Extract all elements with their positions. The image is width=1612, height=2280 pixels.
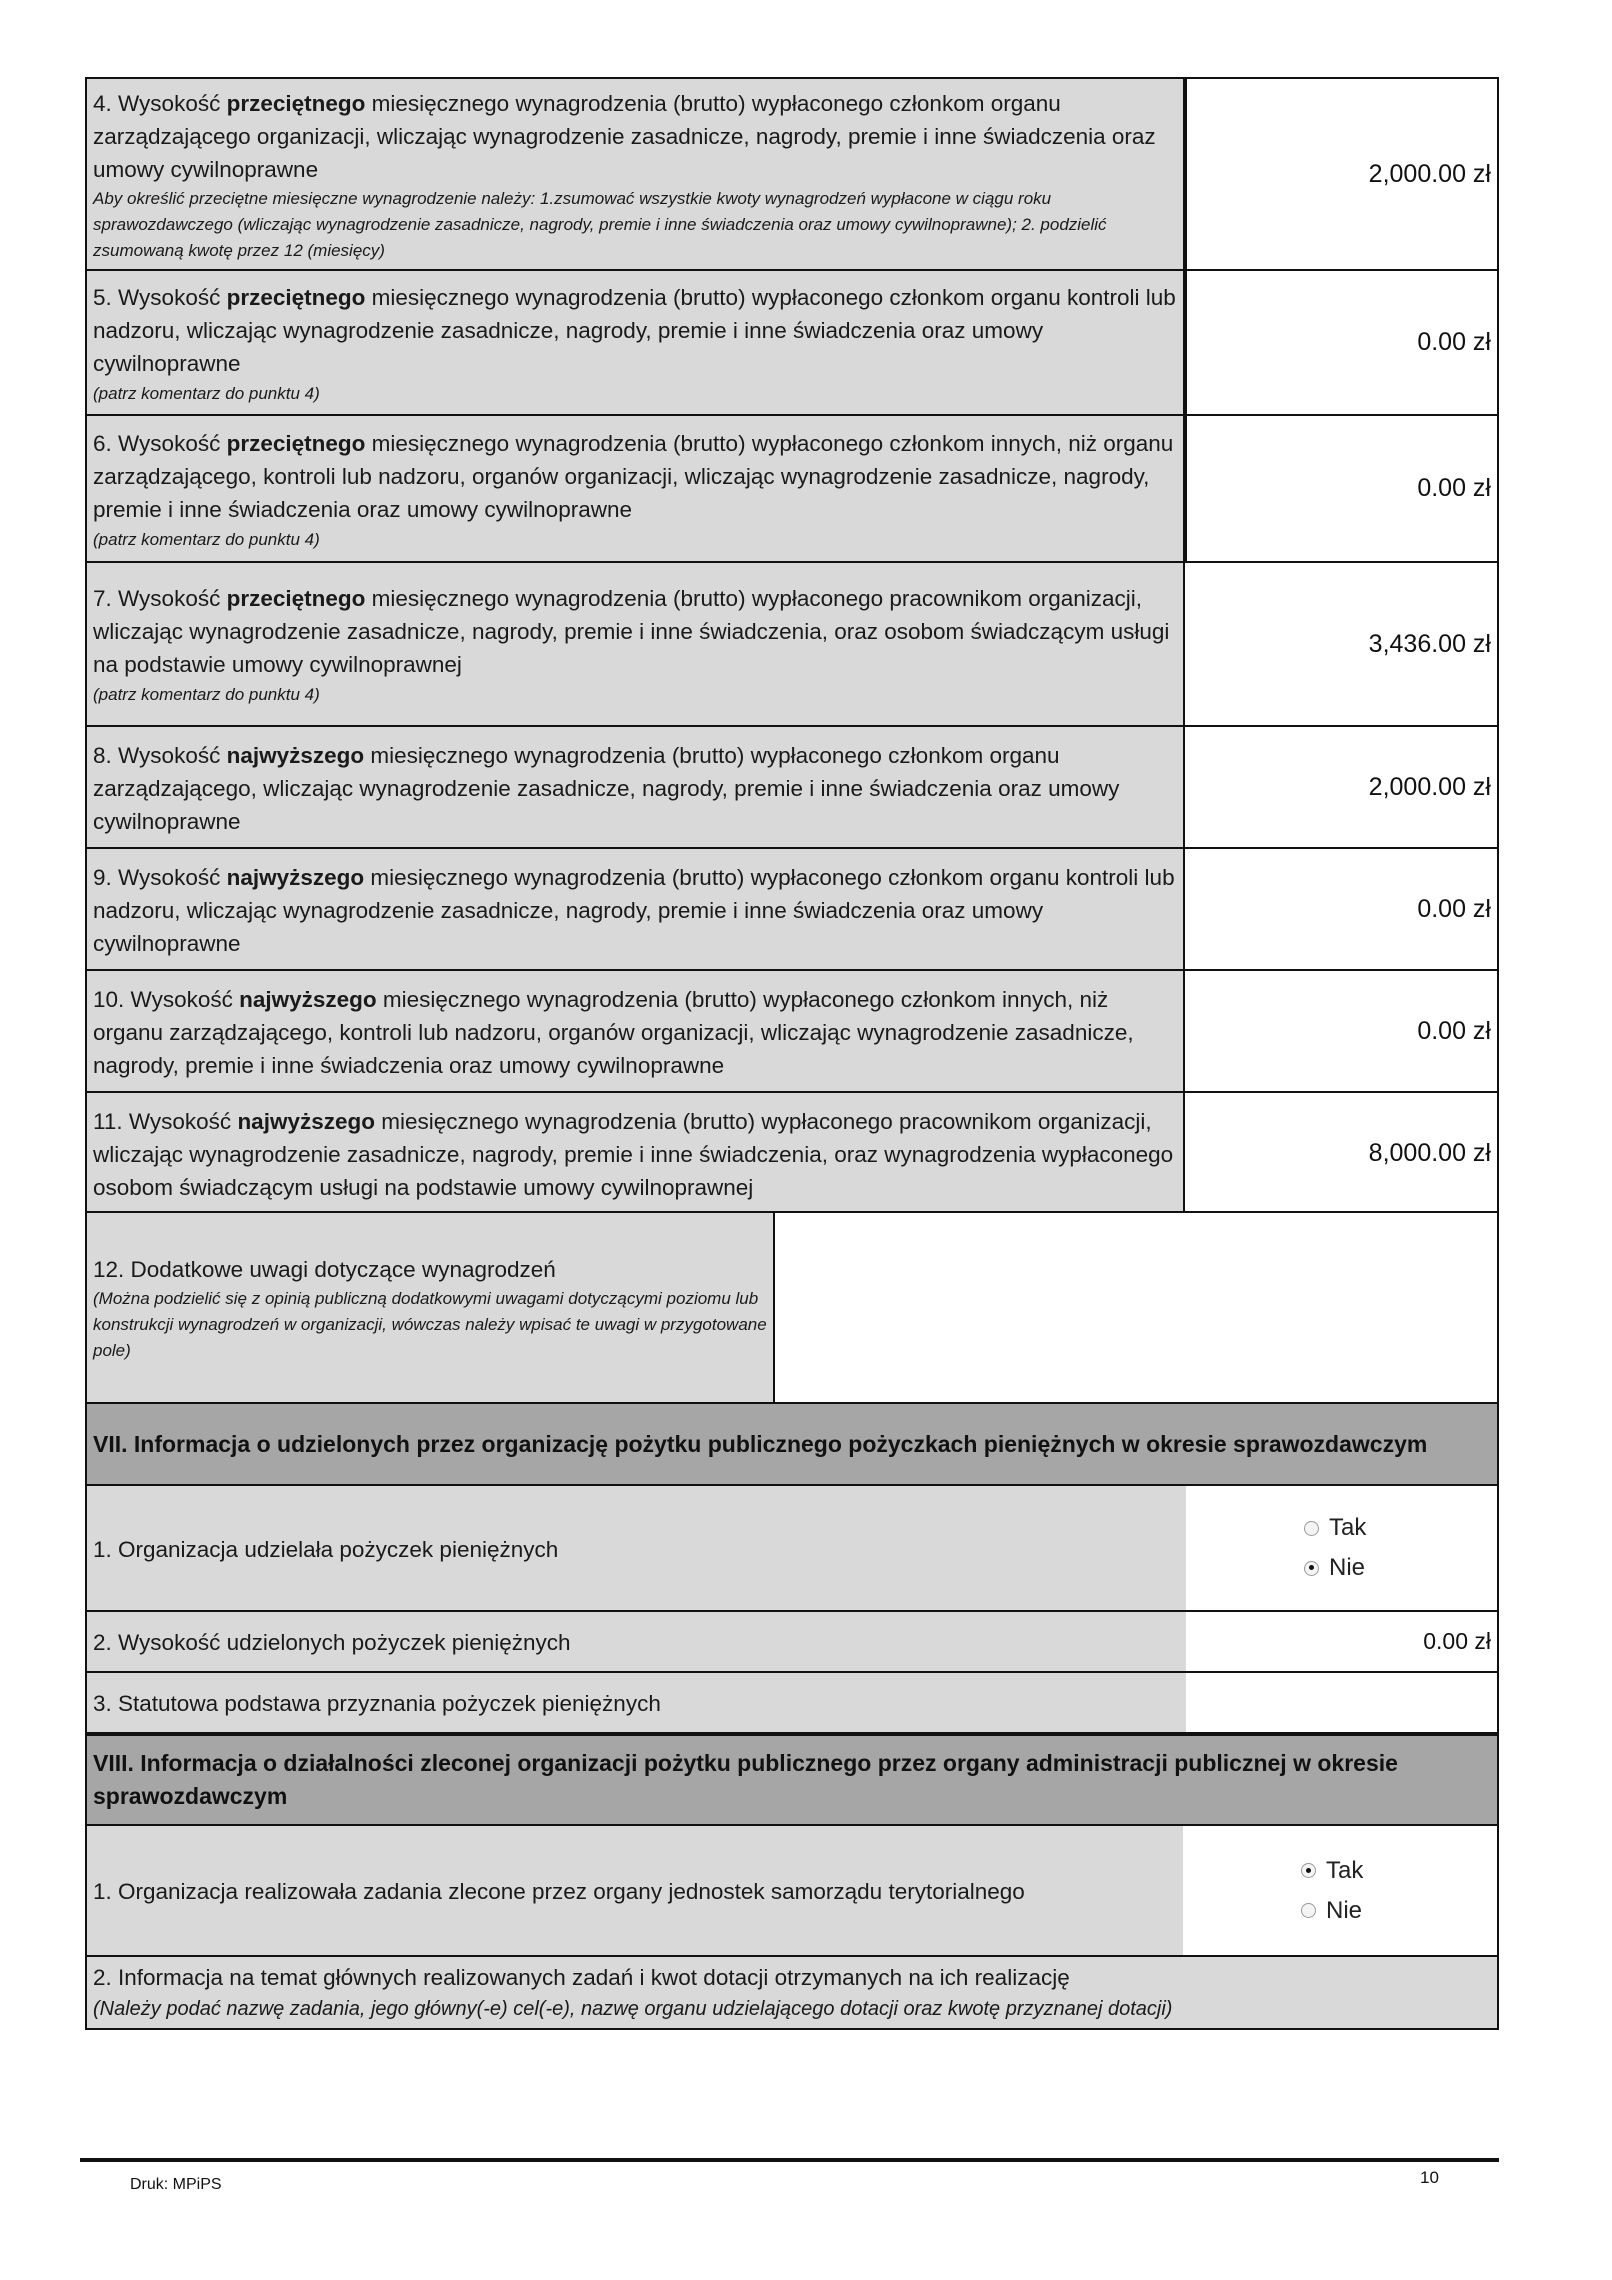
section-vii-title: VII. Informacja o udzielonych przez organizację pożytku publicznego pożyczkach pieniężnych w okresie sprawozdawczym: [93, 1430, 1428, 1457]
viii-row-2-label: 2. Informacja na temat głównych realizowanych zadań i kwot dotacji otrzymanych na ich realizację: [93, 1965, 1070, 1990]
row-prefix: 11. Wysokość: [93, 1108, 238, 1134]
remuneration-row-9-value-field[interactable]: 0.00 zł: [1183, 847, 1499, 971]
row-emphasis: przeciętnego: [226, 586, 366, 611]
row-emphasis: najwyższego: [226, 742, 365, 768]
viii-row-1-label: 1. Organizacja realizowała zadania zlecone przez organy jednostek samorządu terytorialnego: [93, 1879, 1025, 1904]
row-12-note: (Można podzielić się z opinią publiczną dodatkowymi uwagami dotyczącymi poziomu lub konstrukcji wynagrodzeń w organizacji, wówczas należy wpisać te uwagi w przygotowane pole): [93, 1289, 767, 1360]
viii-radio-tak[interactable]: [1301, 1857, 1363, 1885]
vii-radio-nie[interactable]: [1304, 1554, 1365, 1582]
remuneration-row-11-label-cell: [85, 1091, 1185, 1215]
row-text: miesięcznego wynagrodzenia (brutto) wypłaconego członkom organu zarządzającego, wliczając wynagrodzenie zasadnicze, nagrody, premie i inne świadczenia oraz umowy cywilnoprawne: [93, 742, 1120, 834]
radio-unchecked-icon: [1301, 1903, 1316, 1918]
footer-divider: [80, 2158, 1499, 2162]
vii-row-2-label: 2. Wysokość udzielonych pożyczek pieniężnych: [93, 1630, 571, 1655]
remuneration-row-9-label-cell: [85, 847, 1185, 971]
remuneration-row-label: [93, 861, 1177, 960]
vii-radio-nie-label: Nie: [1329, 1554, 1366, 1581]
row-text: miesięcznego wynagrodzenia (brutto) wypłaconego członkom innych, niż organu zarządzającego, kontroli lub nadzoru, organów organizacji, wliczając wynagrodzenie zasadnicze, nagrody, premie i inne świadczenia oraz umowy cywilnoprawne: [93, 986, 1134, 1078]
row-prefix: 8. Wysokość: [93, 742, 227, 768]
viii-row-2-note: (Należy podać nazwę zadania, jego główny(-e) cel(-e), nazwę organu udzielającego dotacji oraz kwotę przyznanej dotacji): [93, 1998, 1173, 2020]
row-prefix: 4. Wysokość: [93, 90, 227, 116]
remuneration-row-10-label-cell: [85, 969, 1185, 1093]
row-prefix: 10. Wysokość: [93, 986, 240, 1012]
remuneration-row-8-value-field[interactable]: 2,000.00 zł: [1183, 725, 1499, 849]
remuneration-row-7-label-cell: [85, 561, 1185, 727]
row-note: (patrz komentarz do punktu 4): [93, 383, 320, 403]
vii-row-3-value-field[interactable]: [1186, 1671, 1499, 1734]
remuneration-row-7-value-field[interactable]: 3,436.00 zł: [1183, 561, 1499, 727]
remuneration-row-label: [93, 87, 1177, 186]
remuneration-row-4-label-cell: [85, 77, 1185, 271]
section-viii-title: VIII. Informacja o działalności zleconej organizacji pożytku publicznego przez organy administracji publicznej w okresie sprawozdawczym: [93, 1750, 1398, 1809]
remuneration-row-11-value-field[interactable]: 8,000.00 zł: [1183, 1091, 1499, 1215]
footer-print-label: Druk: MPiPS: [130, 2176, 222, 2193]
row-prefix: 6. Wysokość: [93, 430, 227, 456]
row-emphasis: najwyższego: [239, 986, 377, 1012]
row-text: miesięcznego wynagrodzenia (brutto) wypłaconego członkom organu zarządzającego organizacji, wliczając wynagrodzenie zasadnicze, nagrody, premie i inne świadczenia oraz umowy cywilnoprawne: [93, 90, 1156, 182]
vii-row-2-value-field[interactable]: 0.00 zł: [1186, 1610, 1499, 1673]
row-12-label-cell: [85, 1211, 775, 1404]
remuneration-row-6-value-field[interactable]: 0.00 zł: [1183, 414, 1499, 563]
row-emphasis: przeciętnego: [226, 90, 366, 116]
row-prefix: 5. Wysokość: [93, 284, 227, 310]
radio-checked-icon: [1301, 1863, 1316, 1878]
row-text: miesięcznego wynagrodzenia (brutto) wypłaconego członkom organu kontroli lub nadzoru, wliczając wynagrodzenie zasadnicze, nagrody, premie i inne świadczenia oraz umowy cywilnoprawne: [93, 864, 1175, 956]
vii-row-2-label-cell: [85, 1610, 1188, 1673]
vii-row-3-label: 3. Statutowa podstawa przyznania pożyczek pieniężnych: [93, 1691, 661, 1716]
viii-row-2-cell: [85, 1955, 1499, 2030]
remuneration-row-label: [93, 427, 1177, 526]
row-prefix: 9. Wysokość: [93, 864, 227, 890]
remuneration-row-4-value-field[interactable]: 2,000.00 zł: [1183, 77, 1499, 271]
radio-unchecked-icon: [1304, 1521, 1319, 1536]
vii-row-1-radio-group: [1186, 1484, 1499, 1612]
viii-radio-nie[interactable]: [1301, 1897, 1362, 1925]
viii-radio-nie-label: Nie: [1326, 1896, 1363, 1924]
row-text: miesięcznego wynagrodzenia (brutto) wypłaconego członkom organu kontroli lub nadzoru, wliczając wynagrodzenie zasadnicze, nagrody, premie i inne świadczenia oraz umowy cywilnoprawne: [93, 284, 1176, 376]
radio-checked-icon: [1304, 1561, 1319, 1576]
row-12-remarks-input[interactable]: [773, 1211, 1499, 1404]
row-emphasis: najwyższego: [237, 1108, 375, 1134]
page-number: 10: [1420, 2168, 1439, 2187]
row-note: Aby określić przeciętne miesięczne wynagrodzenie należy: 1.zsumować wszystkie kwoty wynagrodzeń wypłacone w ciągu roku sprawozdawczego (wliczając wynagrodzenie zasadnicze, nagrody, premie i inne świadczenia oraz umowy cywilnoprawne); 2. podzielić zsumowaną kwotę przez 12 (miesięcy): [93, 188, 1107, 260]
remuneration-row-label: [93, 281, 1177, 380]
remuneration-row-label: [93, 983, 1177, 1082]
viii-radio-tak-label: Tak: [1326, 1856, 1364, 1884]
row-emphasis: przeciętnego: [226, 284, 366, 310]
remuneration-row-label: [93, 1105, 1177, 1204]
remuneration-row-10-value-field[interactable]: 0.00 zł: [1183, 969, 1499, 1093]
vii-row-1-label: 1. Organizacja udzielała pożyczek pieniężnych: [93, 1536, 559, 1562]
row-note: (patrz komentarz do punktu 4): [93, 685, 320, 704]
row-note: (patrz komentarz do punktu 4): [93, 529, 320, 549]
remuneration-row-label: [93, 739, 1177, 838]
viii-row-1-radio-group: [1183, 1824, 1499, 1957]
remuneration-row-5-label-cell: [85, 269, 1185, 416]
row-text: miesięcznego wynagrodzenia (brutto) wypłaconego pracownikom organizacji, wliczając wynagrodzenie zasadnicze, nagrody, premie i inne świadczenia, oraz wynagrodzenia wypłaconego osobom świadczącym usługi na podstawie umowy cywilnoprawnej: [93, 1108, 1174, 1200]
viii-row-1-label-cell: [85, 1824, 1185, 1957]
remuneration-row-label: [93, 582, 1177, 681]
row-12-label: 12. Dodatkowe uwagi dotyczące wynagrodzeń: [93, 1257, 556, 1282]
row-text: miesięcznego wynagrodzenia (brutto) wypłaconego członkom innych, niż organu zarządzającego, kontroli lub nadzoru, organów organizacji, wliczając wynagrodzenie zasadnicze, nagrody, premie i inne świadczenia oraz umowy cywilnoprawne: [93, 430, 1174, 522]
row-emphasis: najwyższego: [226, 864, 365, 890]
vii-row-3-label-cell: [85, 1671, 1188, 1734]
row-emphasis: przeciętnego: [226, 430, 366, 456]
remuneration-row-6-label-cell: [85, 414, 1185, 563]
section-viii-header: [85, 1734, 1499, 1826]
remuneration-row-8-label-cell: [85, 725, 1185, 849]
row-prefix: 7. Wysokość: [93, 586, 227, 611]
vii-radio-tak-label: Tak: [1329, 1514, 1367, 1541]
remuneration-row-5-value-field[interactable]: 0.00 zł: [1183, 269, 1499, 416]
row-text: miesięcznego wynagrodzenia (brutto) wypłaconego pracownikom organizacji, wliczając wynagrodzenie zasadnicze, nagrody, premie i inne świadczenia, oraz osobom świadczącym usługi na podstawie umowy cywilnoprawnej: [93, 586, 1170, 677]
section-vii-header: [85, 1402, 1499, 1486]
vii-radio-tak[interactable]: [1304, 1514, 1366, 1542]
vii-row-1-label-cell: [85, 1484, 1188, 1612]
